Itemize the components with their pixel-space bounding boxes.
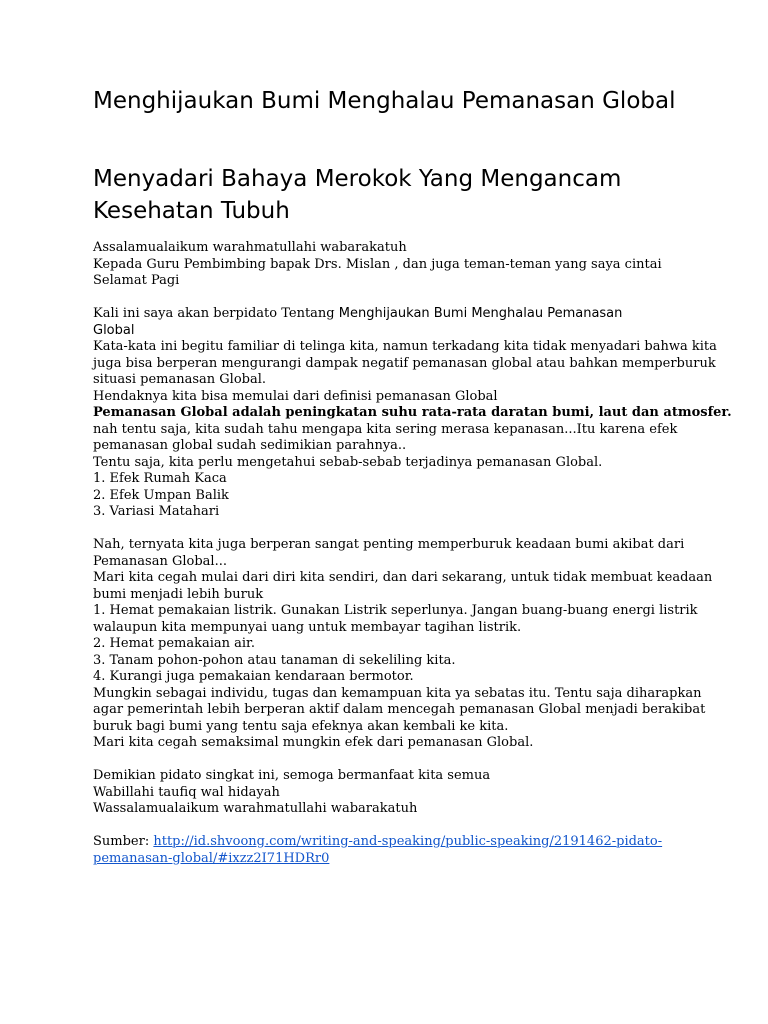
blank-line bbox=[93, 818, 693, 835]
intro-line bbox=[93, 306, 693, 323]
paragraph-line: Tentu saja, kita perlu mengetahui sebab-sebab terjadinya pemanasan Global. bbox=[93, 454, 603, 470]
paragraph-line: situasi pemanasan Global. bbox=[93, 372, 267, 387]
intro-prefix: Kali ini saya akan berpidato Tentang bbox=[93, 306, 339, 321]
closing-line: Wabillahi taufiq wal hidayah bbox=[93, 784, 280, 800]
action-list-item: 4. Kurangi juga pemakaian kendaraan bermotor. bbox=[93, 669, 414, 684]
action-list-item: 3. Tanam pohon-pohon atau tanaman di sekeliling kita. bbox=[93, 652, 456, 668]
source-line-continued bbox=[93, 851, 693, 868]
speech-body bbox=[93, 240, 732, 867]
cause-list-item: 2. Efek Umpan Balik bbox=[93, 487, 229, 503]
cause-list-item: 1. Efek Rumah Kaca bbox=[93, 471, 227, 486]
greeting-line: Assalamualaikum warahmatullahi wabarakatuh bbox=[93, 240, 407, 255]
cause-list-item: 3. Variasi Matahari bbox=[93, 504, 220, 519]
intro-topic-continued: Global bbox=[93, 322, 135, 338]
blank-line bbox=[93, 752, 693, 769]
source-link[interactable]: http://id.shvoong.com/writing-and-speaking/public-speaking/2191462-pidato- bbox=[153, 834, 663, 849]
document-subtitle: Menyadari Bahaya Merokok Yang Mengancam Kesehatan Tubuh bbox=[93, 166, 622, 224]
paragraph-line: nah tentu saja, kita sudah tahu mengapa kita sering merasa kepanasan...Itu karena efek bbox=[93, 421, 678, 437]
closing-line: Demikian pidato singkat ini, semoga bermanfaat kita semua bbox=[93, 768, 491, 783]
blank-line bbox=[93, 290, 693, 307]
paragraph-line: Hendaknya kita bisa memulai dari definisi pemanasan Global bbox=[93, 388, 498, 404]
paragraph-line: buruk bagi bumi yang tentu saja efeknya akan kembali ke kita. bbox=[93, 718, 509, 734]
action-list-item: 2. Hemat pemakaian air. bbox=[93, 636, 255, 651]
source-label: Sumber: bbox=[93, 834, 154, 849]
paragraph-line: Mungkin sebagai individu, tugas dan kemampuan kita ya sebatas itu. Tentu saja diharapkan bbox=[93, 685, 702, 701]
paragraph-line: Mari kita cegah mulai dari diri kita sendiri, dan dari sekarang, untuk tidak membuat keadaan bbox=[93, 570, 713, 585]
closing-line: Wassalamualaikum warahmatullahi wabarakatuh bbox=[93, 801, 418, 816]
address-line: Kepada Guru Pembimbing bapak Drs. Mislan , dan juga teman-teman yang saya cintai bbox=[93, 256, 662, 272]
paragraph-line: juga bisa berperan mengurangi dampak negatif pemanasan global atau bahkan memperburuk bbox=[93, 355, 716, 371]
document-title: Menghijaukan Bumi Menghalau Pemanasan Global bbox=[93, 88, 676, 114]
action-list-item: walaupun kita mempunyai uang untuk membayar tagihan listrik. bbox=[93, 619, 522, 635]
paragraph-line: pemanasan global sudah sedimikian parahnya.. bbox=[93, 438, 407, 453]
paragraph-line: bumi menjadi lebih buruk bbox=[93, 586, 264, 602]
paragraph-line: Mari kita cegah semaksimal mungkin efek dari pemanasan Global. bbox=[93, 735, 534, 750]
blank-line bbox=[93, 521, 693, 538]
paragraph-line: Kata-kata ini begitu familiar di telinga kita, namun terkadang kita tidak menyadari bahwa kita bbox=[93, 339, 717, 354]
paragraph-line: agar pemerintah lebih berperan aktif dalam mencegah pemanasan Global menjadi berakibat bbox=[93, 702, 706, 717]
intro-topic: Menghijaukan Bumi Menghalau Pemanasan bbox=[338, 306, 623, 321]
address-line: Selamat Pagi bbox=[93, 273, 180, 288]
source-line bbox=[93, 834, 693, 851]
action-list-item: 1. Hemat pemakaian listrik. Gunakan Listrik seperlunya. Jangan buang-buang energi listrik bbox=[93, 603, 698, 618]
source-link-continued[interactable]: pemanasan-global/#ixzz2I71HDRr0 bbox=[93, 850, 330, 866]
paragraph-line: Nah, ternyata kita juga berperan sangat penting memperburuk keadaan bumi akibat dari bbox=[93, 537, 685, 552]
definition-line: Pemanasan Global adalah peningkatan suhu rata-rata daratan bumi, laut dan atmosfer. bbox=[93, 405, 732, 420]
paragraph-line: Pemanasan Global... bbox=[93, 553, 227, 569]
